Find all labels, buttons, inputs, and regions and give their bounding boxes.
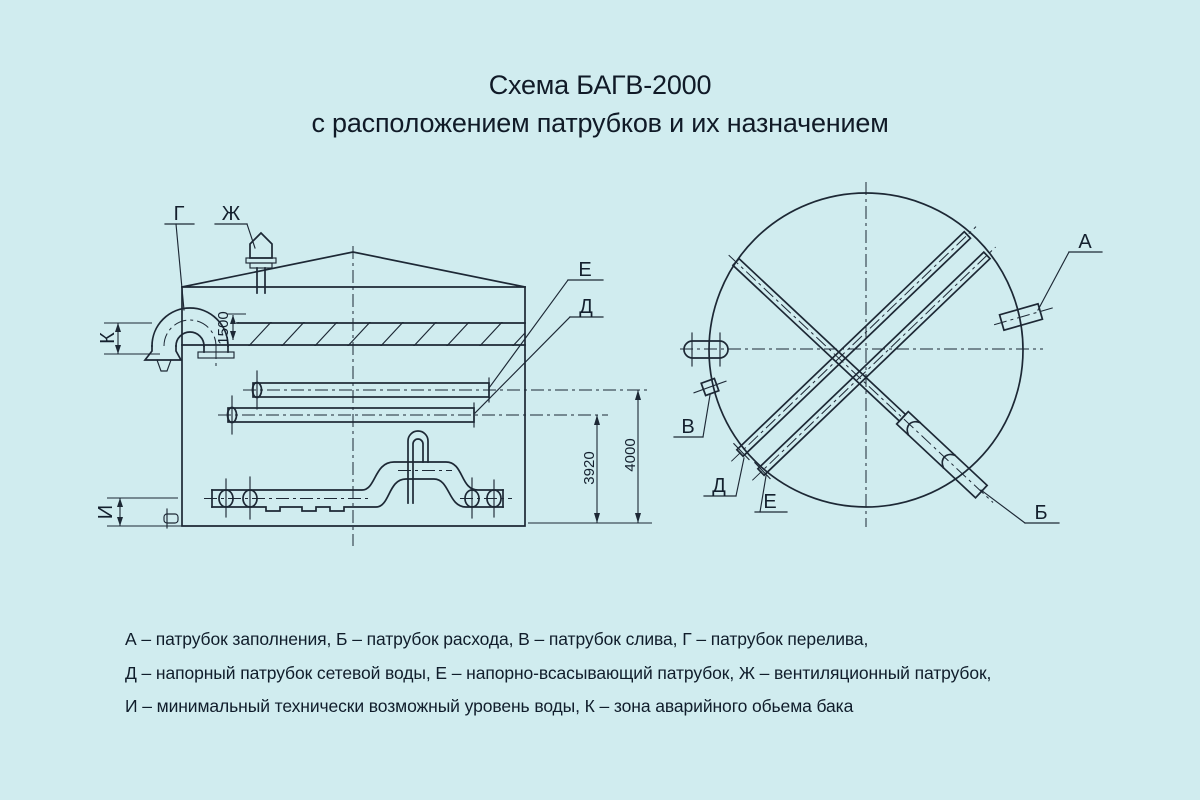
dimension-k-zone <box>97 323 160 354</box>
top-view <box>674 182 1102 527</box>
siphon-vent-tube <box>408 431 428 503</box>
label-b: Б <box>1034 502 1048 524</box>
label-a: А <box>1078 231 1092 253</box>
dim-1500-value: 1500 <box>215 311 232 345</box>
suction-pipe-side <box>243 371 648 409</box>
dimension-4000 <box>622 390 641 523</box>
fill-nozzle-top <box>992 300 1056 332</box>
legend-line-1: А – патрубок заполнения, Б – патрубок расхода, В – патрубок слива, Г – патрубок перелива, <box>125 629 869 649</box>
vent-pipe <box>246 233 276 293</box>
network-pipe-top <box>724 219 984 470</box>
dim-3920-value: 3920 <box>581 451 598 485</box>
label-e-top: Е <box>763 491 777 513</box>
label-d-top: Д <box>712 475 726 497</box>
dim-4000-value: 4000 <box>622 438 639 472</box>
suction-pipe-top <box>745 239 1003 488</box>
legend <box>125 623 1125 724</box>
top-view-callouts <box>674 231 1102 524</box>
label-v: В <box>681 416 695 438</box>
legend-line-3: И – минимальный технически возможный уровень воды, К – зона аварийного обьема бака <box>125 696 854 716</box>
label-e-side: Е <box>578 259 592 281</box>
side-view-callouts <box>165 203 603 413</box>
label-g: Г <box>173 203 185 225</box>
label-i: И <box>95 504 117 520</box>
side-view <box>95 203 652 546</box>
label-d-side: Д <box>579 296 593 318</box>
label-zh: Ж <box>221 203 241 225</box>
dimension-1500 <box>215 311 246 344</box>
title-line-2: с расположением патрубков и их назначением <box>311 108 889 138</box>
dimension-min-level <box>95 498 182 528</box>
network-pipe-side <box>218 396 608 434</box>
drain-stub <box>164 514 178 523</box>
bottom-piping <box>204 431 512 519</box>
label-k: К <box>97 332 119 344</box>
emergency-zone-band <box>182 320 537 348</box>
legend-line-2: Д – напорный патрубок сетевой воды, Е – напорно-всасывающий патрубок, Ж – вентиляционный патрубок, <box>125 662 992 683</box>
title-line-1: Схема БАГВ-2000 <box>488 70 712 100</box>
